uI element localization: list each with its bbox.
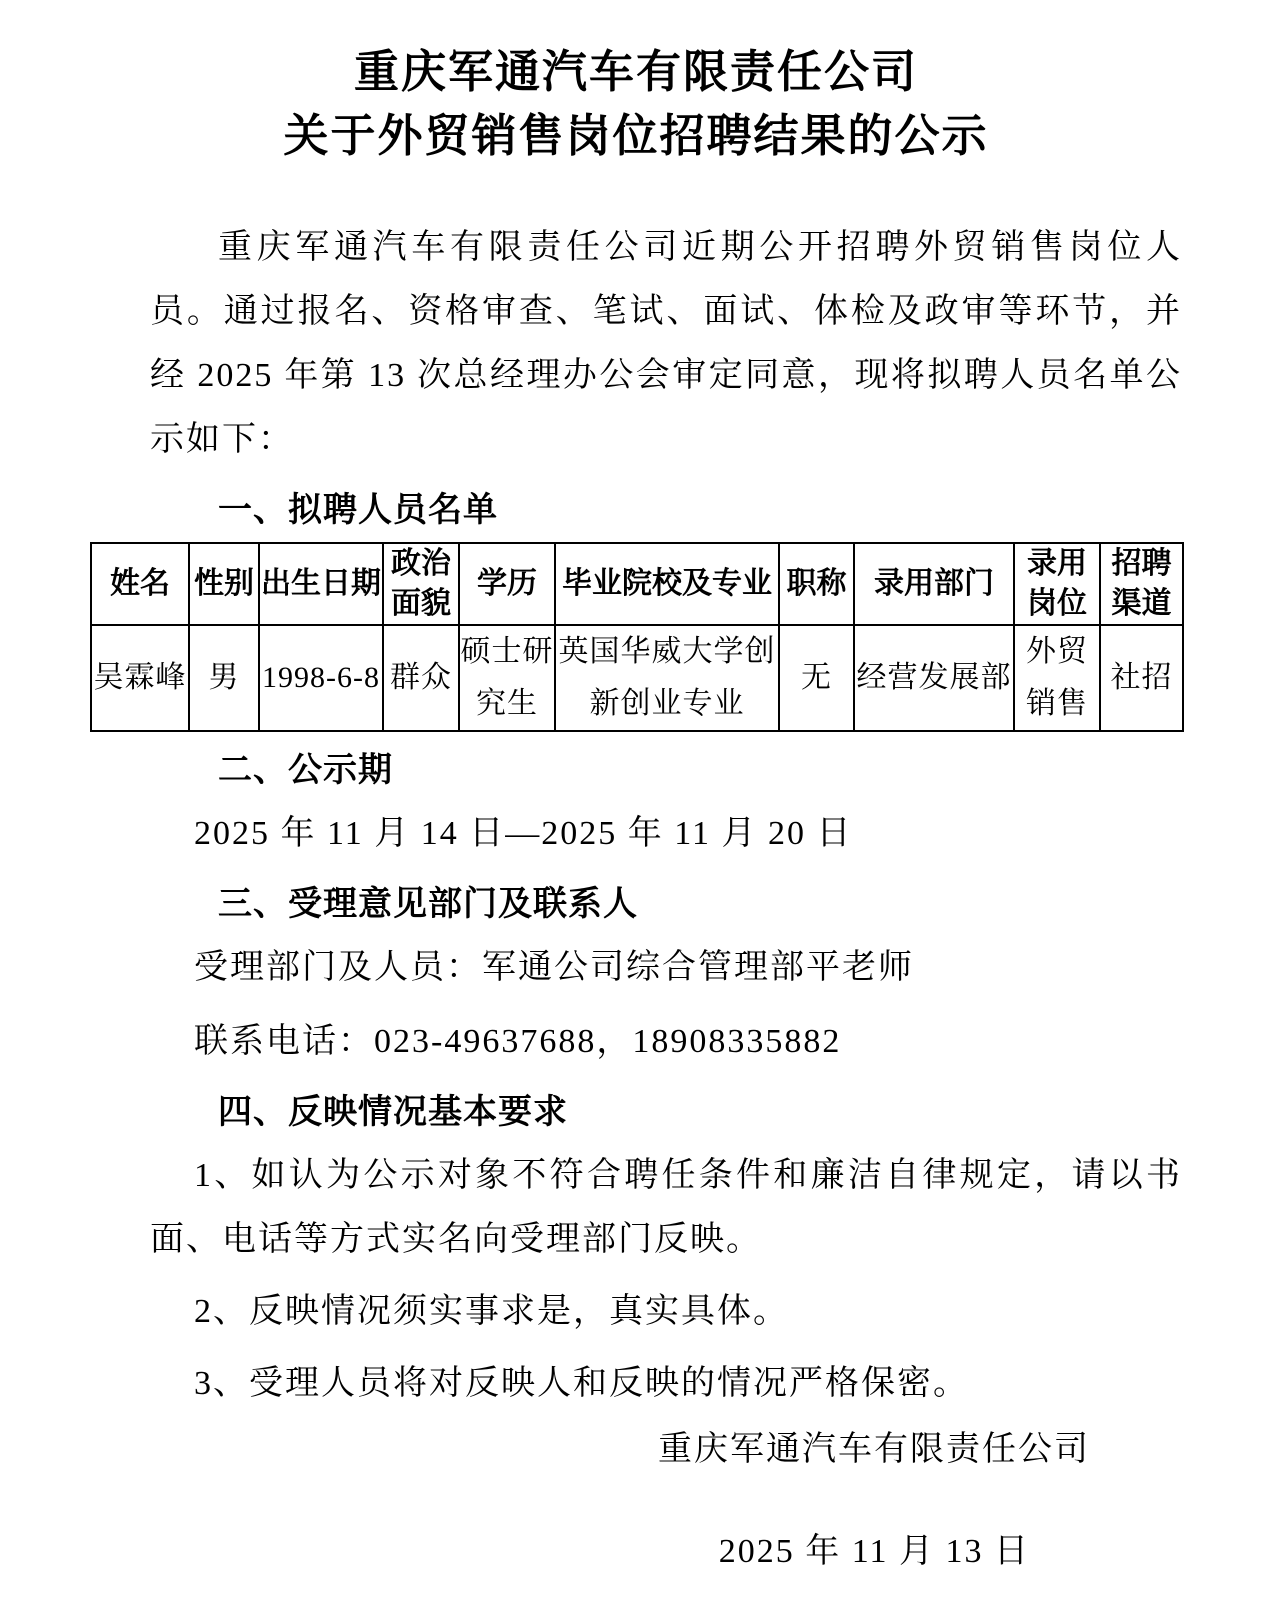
requirement-item-2: 2、反映情况须实事求是，真实具体。 — [194, 1293, 789, 1330]
publicity-period: 2025 年 11 月 14 日—2025 年 11 月 20 日 — [194, 815, 853, 852]
col-header-education: 学历 — [459, 543, 555, 625]
col-header-name: 姓名 — [91, 543, 189, 625]
col-header-gender: 性别 — [189, 543, 259, 625]
table-header-row — [91, 543, 1183, 625]
contact-department-line: 受理部门及人员：军通公司综合管理部平老师 — [194, 949, 914, 986]
section-3-heading: 三、受理意见部门及联系人 — [218, 885, 638, 923]
col-header-political-status: 政治面貌 — [383, 543, 459, 625]
contact-phone-line: 联系电话：023-49637688，18908335882 — [194, 1023, 842, 1060]
cell-position: 外贸销售 — [1014, 625, 1100, 731]
cell-school-major: 英国华威大学创新创业专业 — [555, 625, 779, 731]
col-header-birth-date: 出生日期 — [259, 543, 383, 625]
doc-title-line1: 重庆军通汽车有限责任公司 — [353, 47, 918, 97]
col-header-position: 录用岗位 — [1014, 543, 1100, 625]
signature-company: 重庆军通汽车有限责任公司 — [658, 1431, 1090, 1468]
table-row — [91, 625, 1183, 731]
cell-education: 硕士研究生 — [459, 625, 555, 731]
doc-title-line2: 关于外贸销售岗位招聘结果的公示 — [283, 111, 989, 161]
col-header-school-major: 毕业院校及专业 — [555, 543, 779, 625]
cell-gender: 男 — [189, 625, 259, 731]
doc-title — [90, 40, 1182, 168]
cell-department: 经营发展部 — [854, 625, 1014, 731]
col-header-job-title: 职称 — [779, 543, 854, 625]
requirement-item-3: 3、受理人员将对反映人和反映的情况严格保密。 — [194, 1365, 969, 1402]
signature-date: 2025 年 11 月 13 日 — [718, 1533, 1030, 1570]
candidates-table — [90, 542, 1184, 732]
section-1-heading: 一、拟聘人员名单 — [218, 491, 498, 529]
section-2-heading: 二、公示期 — [218, 751, 393, 789]
cell-political-status: 群众 — [383, 625, 459, 731]
intro-paragraph: 重庆军通汽车有限责任公司近期公开招聘外贸销售岗位人员。通过报名、资格审查、笔试、面试、体检及政审等环节，并经 2025 年第 13 次总经理办公会审定同意，现将拟聘人员名单公示如下： — [150, 229, 1182, 458]
col-header-recruit-channel: 招聘渠道 — [1100, 543, 1183, 625]
col-header-department: 录用部门 — [854, 543, 1014, 625]
cell-birth-date: 1998-6-8 — [259, 625, 383, 731]
section-4-heading: 四、反映情况基本要求 — [218, 1093, 568, 1131]
cell-job-title: 无 — [779, 625, 854, 731]
cell-recruit-channel: 社招 — [1100, 625, 1183, 731]
requirement-item-1: 1、如认为公示对象不符合聘任条件和廉洁自律规定，请以书面、电话等方式实名向受理部门反映。 — [150, 1157, 1182, 1258]
cell-name: 吴霖峰 — [91, 625, 189, 731]
